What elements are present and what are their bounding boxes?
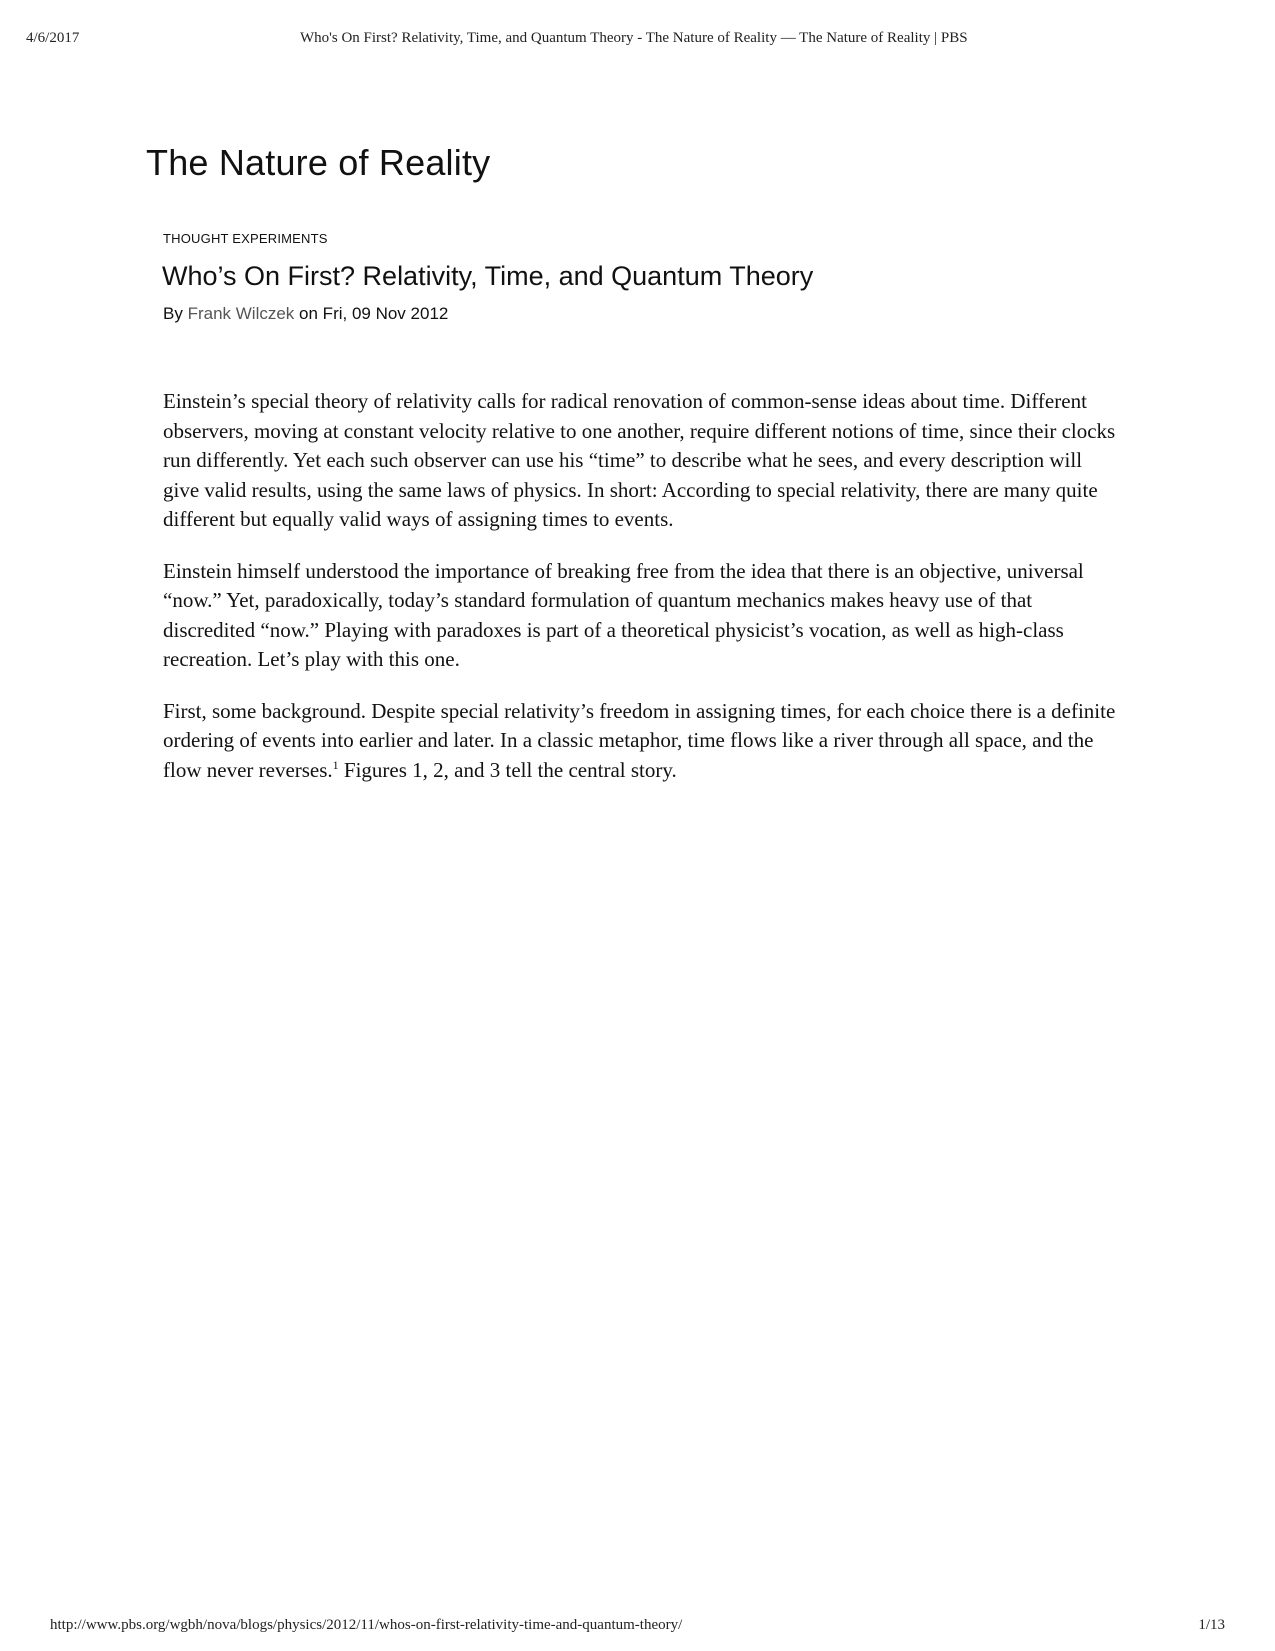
article-category[interactable]: THOUGHT EXPERIMENTS — [163, 231, 328, 246]
paragraph-3-text: First, some background. Despite special relativity’s freedom in assigning times, for each choice there is a definite ordering of events into earlier and later. In a classic metaphor, time flows like a river through all space, and the flow never reverses. — [163, 698, 1116, 782]
print-date: 4/6/2017 — [26, 30, 80, 46]
author-link[interactable]: Frank Wilczek — [187, 304, 295, 323]
article-title: Who’s On First? Relativity, Time, and Quantum Theory — [162, 261, 814, 291]
print-doc-title: Who's On First? Relativity, Time, and Quantum Theory - The Nature of Reality — The Nature of Reality | PBS — [300, 30, 968, 46]
byline — [163, 304, 448, 324]
print-url: http://www.pbs.org/wgbh/nova/blogs/physics/2012/11/whos-on-first-relativity-time-and-quantum-theory/ — [50, 1617, 683, 1633]
site-title[interactable]: The Nature of Reality — [146, 142, 491, 183]
body-paragraph-1: Einstein’s special theory of relativity calls for radical renovation of common-sense ideas about time. Different observers, moving at constant velocity relative to one another, require different notions of time, since their clocks run differently. Yet each such observer can use his “time” to describe what he sees, and every description will give valid results, using the same laws of physics. In short: According to special relativity, there are many quite different but equally valid ways of assigning times to events. — [163, 389, 1116, 531]
footnote-ref-1[interactable]: 1 — [332, 757, 339, 772]
body-paragraph-2: Einstein himself understood the importance of breaking free from the idea that there is an objective, universal “now.” Yet, paradoxically, today’s standard formulation of quantum mechanics makes heavy use of that discredited “now.” Playing with paradoxes is part of a theoretical physicist’s vocation, as well as high-class recreation. Let’s play with this one. — [163, 558, 1084, 671]
page-number: 1/13 — [1198, 1617, 1225, 1633]
print-header — [0, 30, 1275, 52]
byline-prefix: By — [163, 304, 183, 323]
body-paragraph-3 — [163, 697, 1118, 786]
paragraph-3-text-end: Figures 1, 2, and 3 tell the central story. — [338, 757, 677, 782]
article-body — [163, 387, 1118, 807]
byline-date: on Fri, 09 Nov 2012 — [299, 304, 449, 323]
